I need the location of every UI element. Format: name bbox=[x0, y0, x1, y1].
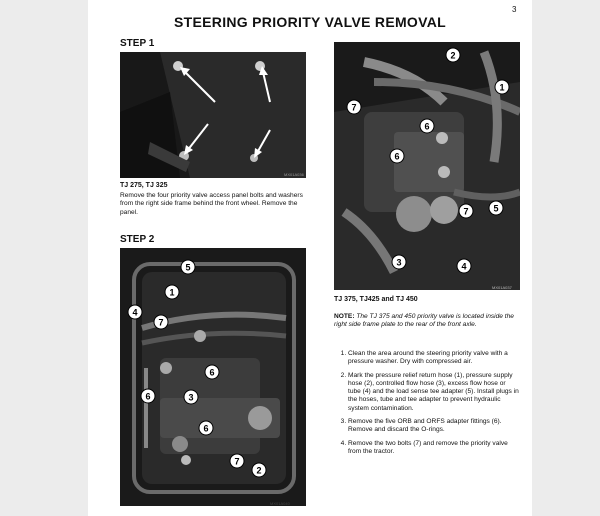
callout-6c: 6 bbox=[203, 423, 209, 434]
callout-6b: 6 bbox=[145, 391, 151, 402]
callout-2: 2 bbox=[450, 50, 456, 61]
callout-1: 1 bbox=[169, 287, 175, 298]
callout-2: 2 bbox=[256, 465, 262, 476]
instruction-2: 2. Mark the pressure relief return hose (1), pressure supply hose (2), controlled flow hose (3), excess flow hose or tube (4) and the load sense tee adapter (5). Install plugs in the hoses, tube and tee adapter to prevent hydraulic system contamination. bbox=[348, 372, 520, 413]
callout-7b: 7 bbox=[234, 456, 240, 467]
callout-6: 6 bbox=[424, 121, 430, 132]
callout-6: 6 bbox=[209, 367, 215, 378]
callout-7b: 7 bbox=[463, 206, 469, 217]
page-title: STEERING PRIORITY VALVE REMOVAL bbox=[174, 14, 446, 30]
callout-6b: 6 bbox=[394, 151, 400, 162]
callout-1: 1 bbox=[499, 82, 505, 93]
step1-photo bbox=[120, 52, 306, 178]
callout-3: 3 bbox=[396, 257, 402, 268]
right-image-code: MX01A037 bbox=[492, 285, 512, 290]
instruction-list bbox=[334, 350, 520, 461]
callout-4: 4 bbox=[461, 261, 467, 272]
manual-page bbox=[88, 0, 532, 516]
callout-5: 5 bbox=[185, 262, 191, 273]
step2-label: STEP 2 bbox=[120, 234, 155, 245]
step1-image-code: MX01A036 bbox=[284, 172, 304, 177]
right-models: TJ 375, TJ425 and TJ 450 bbox=[334, 296, 418, 303]
step1-label: STEP 1 bbox=[120, 38, 155, 49]
page-number: 3 bbox=[512, 5, 517, 14]
note-label: NOTE: bbox=[334, 313, 355, 320]
instruction-4: 4. Remove the two bolts (7) and remove the priority valve from the tractor. bbox=[348, 440, 520, 457]
instruction-3: 3. Remove the five ORB and ORFS adapter fittings (6). Remove and discard the O-rings. bbox=[348, 418, 520, 435]
callout-7: 7 bbox=[351, 102, 357, 113]
note-text: The TJ 375 and 450 priority valve is located inside the right side frame plate to the rear of the front axle. bbox=[334, 313, 514, 329]
step1-text: Remove the four priority valve access panel bolts and washers from the right side frame behind the front wheel. Remove the panel. bbox=[120, 192, 303, 216]
callout-4: 4 bbox=[132, 307, 138, 318]
callout-3: 3 bbox=[188, 392, 194, 403]
callout-7: 7 bbox=[158, 317, 164, 328]
step1-models: TJ 275, TJ 325 bbox=[120, 182, 168, 189]
note bbox=[334, 313, 520, 330]
step2-image-code: MX01A040 bbox=[270, 501, 290, 506]
callout-5: 5 bbox=[493, 203, 499, 214]
instruction-1: 1. Clean the area around the steering priority valve with a pressure washer. Dry with compressed air. bbox=[348, 350, 520, 367]
